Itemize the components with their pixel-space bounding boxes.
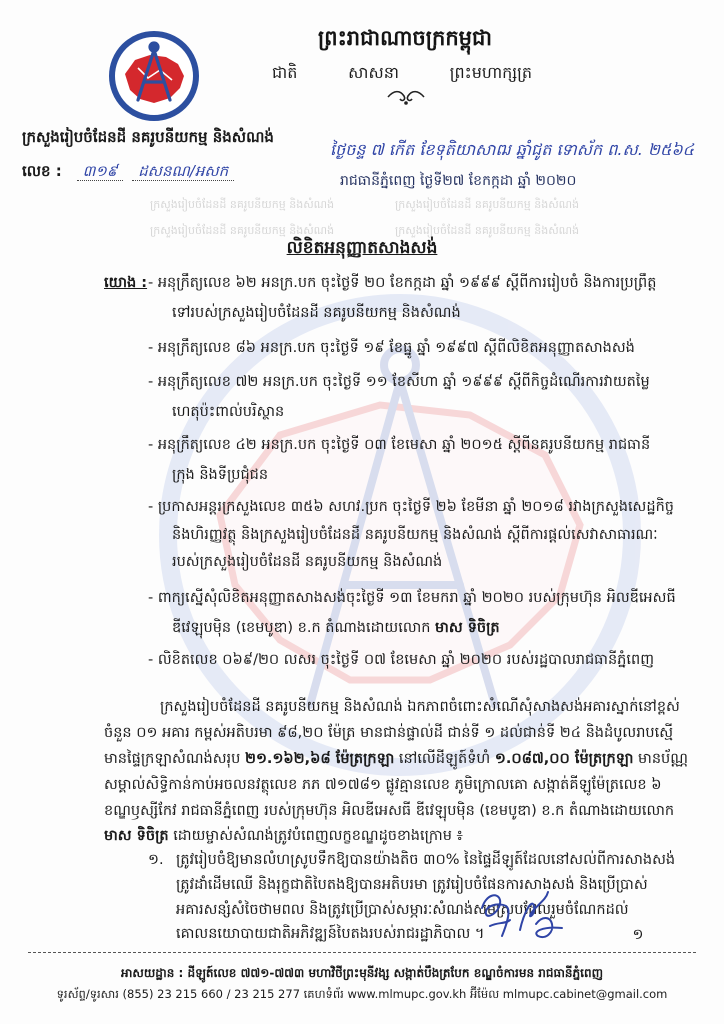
solar-date: រាជធានីភ្នំពេញ ថ្ងៃទី២៧ ខែកក្កដា ឆ្នាំ ២០២០ xyxy=(340,173,577,189)
ornament-divider-icon xyxy=(386,88,426,106)
reference-line: - លិខិតលេខ ០៦៩/២០ លសរ ចុះថ្ងៃទី ០៧ ខែមេសា ឆ្នាំ ២០២០ របស់រដ្ឋបាលរាជធានីភ្នំពេញ xyxy=(148,652,654,668)
motto-religion: សាសនា xyxy=(348,63,399,82)
ministry-emblem-icon xyxy=(108,30,200,122)
permit-line xyxy=(104,747,688,771)
reference-number: ៣១៩ xyxy=(77,162,124,181)
representative-name: មាស ទិចិត្រ xyxy=(435,620,500,636)
permit-text: ដោយម្ចាស់សំណង់ត្រូវបំពេញលក្ខខណ្ឌដូចខាងក្រោម ៖ xyxy=(168,828,463,844)
motto-nation: ជាតិ xyxy=(272,63,298,82)
footer-address: អាសយដ្ឋាន : ដីឡូត៍លេខ ៧៧១-៧៧៣ មហាវិថីព្រះមុនីវង្ស សង្កាត់បឹងត្របែក ខណ្ឌចំការមន រាជធានីភ្នំពេញ xyxy=(121,966,603,980)
permit-line: ខណ្ឌឫស្សីកែវ រាជធានីភ្នំពេញ របស់ក្រុមហ៊ុន អិលឌីអេសធី ឌីវេឡុបម៉ិន (ខេមបូឌា) ខ.ក តំណាងដោយលោក xyxy=(104,803,675,819)
signature-initials-icon xyxy=(476,886,572,944)
kingdom-title: ព្រះរាជាណាចក្រកម្ពុជា xyxy=(317,26,492,50)
permit-line: សម្គាល់សិទ្ធិកាន់កាប់អចលនវត្ថុលេខ ភភ ៧១៧៨១ ផ្លូវគ្មានលេខ ភូមិក្រោលគោ សង្កាត់គីឡូម៉ែត្រលេខ ៦ xyxy=(104,777,662,793)
permit-text: មានផ្ទៃក្រឡាសំណង់សរុប xyxy=(104,751,245,767)
reference-line: - ប្រកាសអន្តរក្រសួងលេខ ៣៥៦ សហវ.ប្រក ចុះថ្ងៃទី ២៦ ខែមីនា ឆ្នាំ ២០១៨ រវាងក្រសួងសេដ្ឋកិច្ច xyxy=(148,499,674,515)
reference-number-row xyxy=(22,158,312,184)
document-title: លិខិតអនុញ្ញាតសាងសង់ xyxy=(286,238,438,258)
reference-text: ឌីវេឡុបម៉ិន (ខេមបូឌា) ខ.ក តំណាងដោយលោក xyxy=(172,620,436,636)
ministry-name: ក្រសួងរៀបចំដែនដី នគរូបនីយកម្ម និងសំណង់ xyxy=(22,128,274,146)
representative-name: មាស ទិចិត្រ xyxy=(104,828,169,844)
reference-line: របស់ក្រសួងរៀបចំដែនដី នគរូបនីយកម្ម និងសំណង់ xyxy=(172,554,443,570)
reference-line xyxy=(172,616,660,640)
footer-contact: ទូរស័ព្ទ/ទូរសារ (855) 23 215 660 / 23 215 277 គេហទំព័រ www.mlmupc.gov.kh អ៊ីម៉ែល mlmupc.cabinet@gmail.com xyxy=(56,987,668,1001)
condition-number: ១. xyxy=(148,852,164,868)
reference-line: និងហិរញ្ញវត្ថុ និងក្រសួងរៀបចំដែនដី នគរូបនីយកម្ម និងសំណង់ ស្តីពីការផ្តល់សេវាសាធារណៈ xyxy=(172,527,658,543)
lot-area: ១.០៨៧,០០ ម៉ែត្រក្រឡា xyxy=(494,751,634,767)
condition-line: អគារសន្សំសំចៃថាមពល និងត្រូវប្រើប្រាស់សម្ភារៈសំណង់សមស្របដែលរួមចំណែកដល់ xyxy=(176,902,629,918)
motto-king: ព្រះមហាក្សត្រ xyxy=(449,63,532,82)
watermark-text: ក្រសួងរៀបចំដែនដី នគរូបនីយកម្ម និងសំណង់ xyxy=(150,224,335,237)
lunar-date: ថ្ងៃចន្ទ ៧ កើត ខែទុតិយាសាឍ ឆ្នាំជូត ទោស័ក ព.ស. ២៥៦៤ xyxy=(330,140,694,159)
reference-line: - អនុក្រឹត្យលេខ ៦២ អនក្រ.បក ចុះថ្ងៃទី ២០ ខែកក្កដា ឆ្នាំ ១៩៩៩ ស្តីពីការរៀបចំ និងការប្រព្រឹត្ត xyxy=(148,275,657,291)
reference-line: - អនុក្រឹត្យលេខ ៧២ អនក្រ.បក ចុះថ្ងៃទី ១១ ខែសីហា ឆ្នាំ ១៩៩៩ ស្តីពីកិច្ចដំណើរការវាយតម្លៃ xyxy=(148,374,650,390)
permit-text: នៅលើដីឡូត៍ទំហំ xyxy=(394,751,495,767)
reference-line: ក្រុង និងទីប្រជុំជន xyxy=(172,467,269,483)
reference-line: ហេតុប៉ះពាល់បរិស្ថាន xyxy=(172,404,285,420)
footer-divider xyxy=(28,952,696,953)
permit-line xyxy=(104,824,660,848)
reference-line: - អនុក្រឹត្យលេខ ៤២ អនក្រ.បក ចុះថ្ងៃទី ០៣ ខែមេសា ឆ្នាំ ២០១៥ ស្តីពីនគរូបនីយកម្ម រាជធានី xyxy=(148,437,651,453)
watermark-text: ក្រសួងរៀបចំដែនដី នគរូបនីយកម្ម និងសំណង់ xyxy=(150,198,335,211)
reference-code: ដសនណ/អសក xyxy=(132,162,234,181)
condition-line: គោលនយោបាយជាតិអភិវឌ្ឍន៍បៃតងរបស់រាជរដ្ឋាភិបាល ។ xyxy=(176,926,485,942)
reference-line: - អនុក្រឹត្យលេខ ៨៦ អនក្រ.បក ចុះថ្ងៃទី ១៩ ខែធ្នូ ឆ្នាំ ១៩៩៧ ស្តីពីលិខិតអនុញ្ញាតសាងសង់ xyxy=(148,340,635,356)
permit-line: ក្រសួងរៀបចំដែនដី នគរូបនីយកម្ម និងសំណង់ ឯកភាពចំពោះសំណើសុំសាងសង់អគារស្នាក់នៅខ្ពស់ xyxy=(160,699,680,715)
national-motto xyxy=(272,60,532,86)
page-number: ១ xyxy=(632,927,644,943)
reference-line: ទៅរបស់ក្រសួងរៀបចំដែនដី នគរូបនីយកម្ម និងសំណង់ xyxy=(172,305,461,321)
permit-line: ចំនួន ០១ អគារ កម្ពស់អតិបរមា ៩៨,២០ ម៉ែត្រ មានជាន់ផ្ទាល់ដី ជាន់ទី ១ ដល់ជាន់ទី ២៤ និងដំបូលរាបស្មើ xyxy=(104,725,674,741)
condition-line: ត្រូវរៀបចំឱ្យមានលំហស្រូបទឹកឱ្យបានយ៉ាងតិច ៣០% នៃផ្ទៃដីឡូត៍ដែលនៅសល់ពីការសាងសង់ xyxy=(176,852,676,868)
permit-text: មានប័ណ្ណ xyxy=(633,751,688,767)
references-label: យោង : xyxy=(104,275,148,291)
total-floor-area: ២១.១៦២,៦៨ ម៉ែត្រក្រឡា xyxy=(244,751,395,767)
condition-line: ត្រូវដាំដើមឈើ និងរុក្ខជាតិបៃតងឱ្យបានអតិបរមា ត្រូវរៀបចំផែនការសាងសង់ និងប្រើប្រាស់ xyxy=(176,877,648,893)
reference-line: - ពាក្យស្នើសុំលិខិតអនុញ្ញាតសាងសង់ចុះថ្ងៃទី ១៣ ខែមករា ឆ្នាំ ២០២០ របស់ក្រុមហ៊ុន អិលឌីអេសធី xyxy=(148,590,676,606)
watermark-text: ក្រសួងរៀបចំដែនដី នគរូបនីយកម្ម និងសំណង់ xyxy=(395,198,580,211)
watermark-text: ក្រសួងរៀបចំដែនដី នគរូបនីយកម្ម និងសំណង់ xyxy=(395,224,580,237)
reference-number-label: លេខ : xyxy=(22,162,62,180)
